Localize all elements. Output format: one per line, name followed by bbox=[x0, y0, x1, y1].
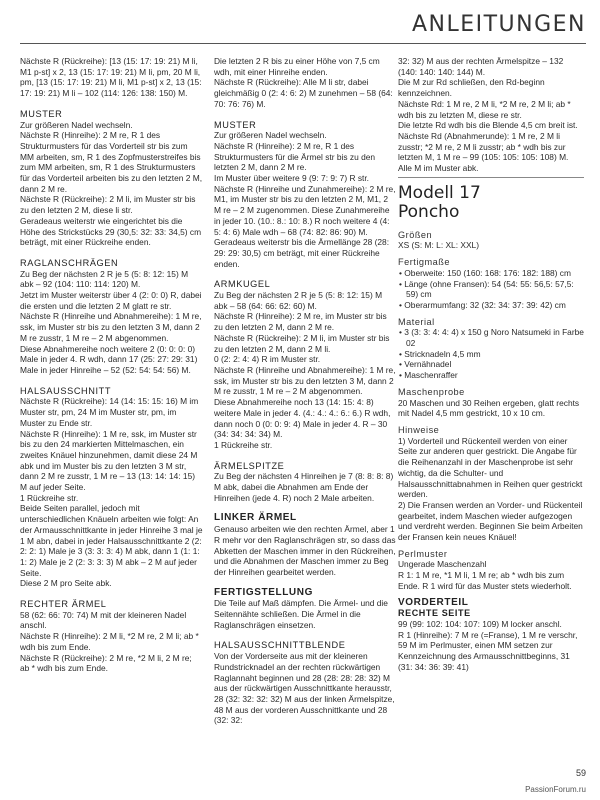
divider bbox=[398, 177, 584, 178]
model-number: Modell 17 bbox=[398, 182, 481, 203]
paragraph: 58 (62: 66: 70: 74) M mit der kleineren Nadel anschl. bbox=[20, 609, 187, 631]
paragraph: Nächste R (Hinreihe): 2 M li, *2 M re, 2 M li; ab * wdh bis zum Ende. bbox=[20, 631, 199, 652]
section-heading: MUSTER bbox=[20, 108, 63, 119]
paragraph: R 1: 1 M re, *1 M li, 1 M re; ab * wdh bis zum Ende. R 1 wird für das Muster stets wiederholt. bbox=[398, 570, 572, 591]
page-header bbox=[0, 0, 600, 48]
paragraph: Beide Seiten parallel, jedoch mit unterschiedlichen Knäueln arbeiten wie folgt: An der Armausschnittkante in jeder Hinreihe 3 mal je 1 M abn, dabei in jeder Halsausschnittkante 2 (2: 2: 2: 1) Male je 3 (3: 3: 3: 4) M abk, dann 1 (1: 1: 1: 2) Male je 2 (2: 3: 3: 3) M abk – 2 M auf jeder Seite. bbox=[20, 503, 203, 578]
list-item: • Oberarmumfang: 32 (32: 34: 37: 39: 42) cm bbox=[399, 299, 566, 310]
paragraph: 1 Rückreihe str. bbox=[20, 492, 79, 503]
paragraph: Zu Beg der nächsten 2 R je 5 (5: 8: 12: 15) M abk – 92 (104: 110: 114: 120) M. bbox=[20, 268, 189, 290]
paragraph: Geradeaus weiterstr wie eingerichtet bis die Höhe des Strickstücks 29 (30,5: 32: 33: 34,5) cm beträgt, mit einer Rückreihe enden. bbox=[20, 215, 202, 248]
page-number: 59 bbox=[575, 768, 586, 778]
list-item: • Länge (ohne Fransen): 54 (54: 55: 56,5: 57,5: 59) cm bbox=[399, 278, 574, 300]
subheading: Material bbox=[398, 316, 435, 327]
subheading: Perlmuster bbox=[398, 548, 448, 559]
paragraph: Zur größeren Nadel wechseln. bbox=[20, 119, 133, 130]
list-item: • Vernähnadel bbox=[399, 359, 452, 370]
model-name: Poncho bbox=[398, 201, 460, 222]
paragraph: 99 (99: 102: 104: 107: 109) M locker anschl. bbox=[398, 618, 562, 629]
paragraph: XS (S: M: L: XL: XXL) bbox=[398, 240, 479, 251]
paragraph: Nächste Rd: 1 M re, 2 M li, *2 M re, 2 M li; ab * wdh bis zu letzten M, diese re str. bbox=[398, 98, 571, 120]
subheading: Fertigmaße bbox=[398, 257, 450, 268]
paragraph: Nächste Rd (Abnahmerunde): 1 M re, 2 M li zusstr; *2 M re, 2 M li zusstr; ab * wdh bis zur letzten M, 1 M re – 99 (105: 105: 105: 108) M. Alle M im Muster abk. bbox=[398, 130, 569, 174]
column-2 bbox=[214, 56, 397, 726]
paragraph: Zur größeren Nadel wechseln. bbox=[214, 130, 327, 141]
paragraph: Nächste R (Rückreihe): 2 M li, im Muster str bis zu den letzten 2 M, dann 2 M li. bbox=[214, 332, 390, 354]
list-item: • Maschenraffer bbox=[399, 370, 458, 381]
watermark: PassionForum.ru bbox=[525, 785, 586, 794]
paragraph: Nächste R (Rückreihe): 14 (14: 15: 15: 16) M im Muster str, pm, 24 M im Muster str, pm, im Muster zu Ende str. bbox=[20, 396, 199, 428]
section-heading: HALSAUSSCHNITTBLENDE bbox=[214, 640, 346, 651]
section-heading: MUSTER bbox=[214, 119, 257, 130]
section-heading: VORDERTEIL bbox=[398, 596, 469, 608]
section-heading: LINKER ÄRMEL bbox=[214, 512, 297, 524]
section-heading: RECHTER ÄRMEL bbox=[20, 599, 107, 610]
paragraph: Nächste R (Rückreihe): 2 M li, im Muster str bis zu den letzten 2 M, diese li str. bbox=[20, 194, 196, 216]
subheading: Maschenprobe bbox=[398, 386, 465, 397]
paragraph: Diese Abnahmereihe noch 13 (14: 15: 4: 8) weitere Male in jeder 4. (4.: 4.: 4.: 6.: 6.) R wdh, dann noch 0 (0: 0: 9: 4) Male in jeder 4. R – 30 (34: 34: 34: 34) M. bbox=[214, 397, 391, 440]
paragraph: Nächste R (Hinreihe und Abnahmereihe): 1 M re, ssk, im Muster str bis zu den letzten 3 M, dann 2 M re zusstr, 1 M re – 2 M abgenommen. bbox=[214, 364, 396, 397]
subheading: Größen bbox=[398, 229, 433, 240]
section-heading: RAGLANSCHRÄGEN bbox=[20, 257, 119, 268]
paragraph: 1) Vorderteil und Rückenteil werden von einer Seite zur anderen quer gestrickt. Die Angabe für die Reihenanzahl in der Maschenprobe ist sehr wichtig, da die Schulter- und Halsausschnittabnahmen in Reihen quer gestrickt werden. bbox=[398, 435, 583, 500]
paragraph: Zu Beg der nächsten 2 R je 5 (5: 8: 12: 15) M abk – 58 (64: 66: 62: 60) M. bbox=[214, 290, 383, 311]
paragraph: 20 Maschen und 30 Reihen ergeben, glatt rechts mit Nadel 4,5 mm gestrickt, 10 x 10 cm. bbox=[398, 397, 580, 419]
paragraph: Von der Vorderseite aus mit der kleineren Rundstricknadel an der rechten rückwärtigen Raglannaht beginnen und 28 (28: 28: 28: 32) M aus der rückwärtigen Ausschnittkante herausstr, 28 (32: 32: 32: 32) M aus der linken Ärmelspitze, 48 M aus der vorderen Ausschnittkante und 28 (32: 32: bbox=[214, 651, 395, 726]
paragraph: Die M zur Rd schließen, den Rd-beginn kennzeichnen. bbox=[398, 77, 545, 99]
paragraph: Im Muster über weitere 9 (9: 7: 9: 7) R str. bbox=[214, 173, 369, 184]
paragraph: Zu Beg der nächsten 4 Hinreihen je 7 (8: 8: 8: 8) M abk, dabei die Abnahmen am Ende der Hinreihen (jede 4. R) noch 2 Male arbeiten. bbox=[214, 471, 394, 503]
paragraph: Jetzt im Muster weiterstr über 4 (2: 0: 0) R, dabei die ersten und die letzten 2 M glatt re str. bbox=[20, 290, 202, 311]
section-heading: FERTIGSTELLUNG bbox=[214, 586, 313, 598]
header-divider bbox=[20, 43, 586, 44]
paragraph: Nächste R (Rückreihe): [13 (15: 17: 19: 21) M li, M1 p-st] x 2, 13 (15: 17: 19: 21) M li, pm, 20 M li, pm, [13 (15: 17: 19: 21) M li, M1 p-st] x 2, 13 (15: 17: 19: 21) M li – 102 (114: 126: 138: 150) M. bbox=[20, 56, 202, 99]
subheading: Hinweise bbox=[398, 424, 440, 435]
paragraph: 0 (2: 2: 4: 4) R im Muster str. bbox=[214, 354, 321, 365]
column-1 bbox=[20, 56, 203, 674]
list-item: • 3 (3: 3: 4: 4: 4) x 150 g Noro Natsumeki in Farbe 02 bbox=[399, 327, 584, 349]
paragraph: 32: 32) M aus der rechten Ärmelspitze – 132 (140: 140: 140: 144) M. bbox=[398, 56, 564, 77]
paragraph: Nächste R (Rückreihe): 2 M re, *2 M li, 2 M re; ab * wdh bis zum Ende. bbox=[20, 652, 192, 674]
paragraph: Nächste R (Hinreihe): 2 M re, im Muster str bis zu den letzten 2 M, dann 2 M re. bbox=[214, 311, 387, 333]
column-3 bbox=[398, 56, 584, 672]
section-title: ANLEITUNGEN bbox=[411, 12, 586, 37]
list-item: • Stricknadeln 4,5 mm bbox=[399, 348, 481, 359]
paragraph: Die letzte Rd wdh bis die Blende 4,5 cm breit ist. bbox=[398, 120, 578, 131]
paragraph: Diese 2 M pro Seite abk. bbox=[20, 578, 112, 589]
paragraph: Die letzten 2 R bis zu einer Höhe von 7,5 cm wdh, mit einer Hinreihe enden. bbox=[214, 56, 380, 77]
section-heading: HALSAUSSCHNITT bbox=[20, 385, 112, 396]
paragraph: Diese Abnahmereihe noch weitere 2 (0: 0: 0: 0) Male in jeder 4. R wdh, dann 17 (25: 27: 29: 31) Male in jeder Hinreihe – 52 (52: 54: 54: 56) M. bbox=[20, 343, 198, 375]
paragraph: 2) Die Fransen werden an Vorder- und Rückenteil gearbeitet, indem Maschen wieder aufgezogen und verdreht werden. Beginnen Sie beim Arbeiten der Fransen kein neues Knäuel! bbox=[398, 499, 583, 543]
list-item: • Oberweite: 150 (160: 168: 176: 182: 188) cm bbox=[399, 267, 571, 278]
paragraph: Nächste R (Hinreihe und Zunahmereihe): 2 M re, M1, im Muster str bis zu den letzten 2 M, M1, 2 M re – 2 M zugenommen. Diese Zunahmereihe in jeder 10. (10.: 8.: 10: 8.) R noch weitere 4 (4: 5: 4: 6) Male wdh – 68 (74: 82: 86: 90) M. Geradeaus weiterstr bis die Ärmellänge 28 (28: 29: 29: 30,5) cm beträgt, mit einer Rückreihe enden. bbox=[214, 183, 396, 269]
paragraph: Ungerade Maschenzahl bbox=[398, 559, 487, 570]
paragraph: R 1 (Hinreihe): 7 M re (=Franse), 1 M re verschr, 59 M im Perlmuster, einen MM setzen zur Kennzeichnung des Armausschnittbeginns, 31 (31: 34: 36: 39: 41) bbox=[398, 629, 578, 672]
paragraph: Nächste R (Hinreihe und Abnahmereihe): 1 M re, ssk, im Muster str bis zu den letzten 3 M, dann 2 M re zusstr, 1 M re – 2 M abgenommen. bbox=[20, 311, 202, 343]
paragraph: Genauso arbeiten wie den rechten Ärmel, aber 1 R mehr vor den Raglanschrägen str, so dass das Abketten der Maschen immer in den Rückreihen, und die Abnahmen der Maschen immer zu Beg der Hinreihen gearbeitet werden. bbox=[214, 524, 396, 577]
section-heading: ARMKUGEL bbox=[214, 279, 271, 290]
section-subheading: RECHTE SEITE bbox=[398, 608, 471, 619]
paragraph: Nächste R (Hinreihe): 2 M re, R 1 des Strukturmusters für die Ärmel str bis zu den letzten 2 M, dann 2 M re. bbox=[214, 140, 376, 173]
paragraph: Nächste R (Hinreihe): 1 M re, ssk, im Muster str bis zu den 24 markierten Mittelmaschen, ein zweites Knäuel hinzunehmen, damit diese 24 M abk und im Muster bis zu den letzten 3 M str, dann 2 M re zusstr, 1 M re – 13 (13: 14: 14: 15) M auf jeder Seite. bbox=[20, 428, 198, 493]
paragraph: Nächste R (Hinreihe): 2 M re, R 1 des Strukturmusters für das Vorderteil str bis zum MM arbeiten, sm, R 1 des Zopfmusterstreifes bis zum MM arbeiten, sm, R 1 des Strukturmusters für das Vorderteil arbeiten bis zu den letzten 2 M, dann 2 M re. bbox=[20, 130, 203, 194]
paragraph: Die Teile auf Maß dämpfen. Die Ärmel- und die Seitennähte schließen. Die Ärmel in die Raglanschrägen einsetzen. bbox=[214, 598, 388, 630]
pattern-title bbox=[398, 184, 584, 222]
paragraph: Nächste R (Rückreihe): Alle M li str, dabei gleichmäßig 0 (2: 4: 6: 2) M zunehmen – 58 (64: 70: 76: 76) M. bbox=[214, 77, 393, 109]
section-heading: ÄRMELSPITZE bbox=[214, 460, 285, 471]
paragraph: 1 Rückreihe str. bbox=[214, 439, 273, 450]
